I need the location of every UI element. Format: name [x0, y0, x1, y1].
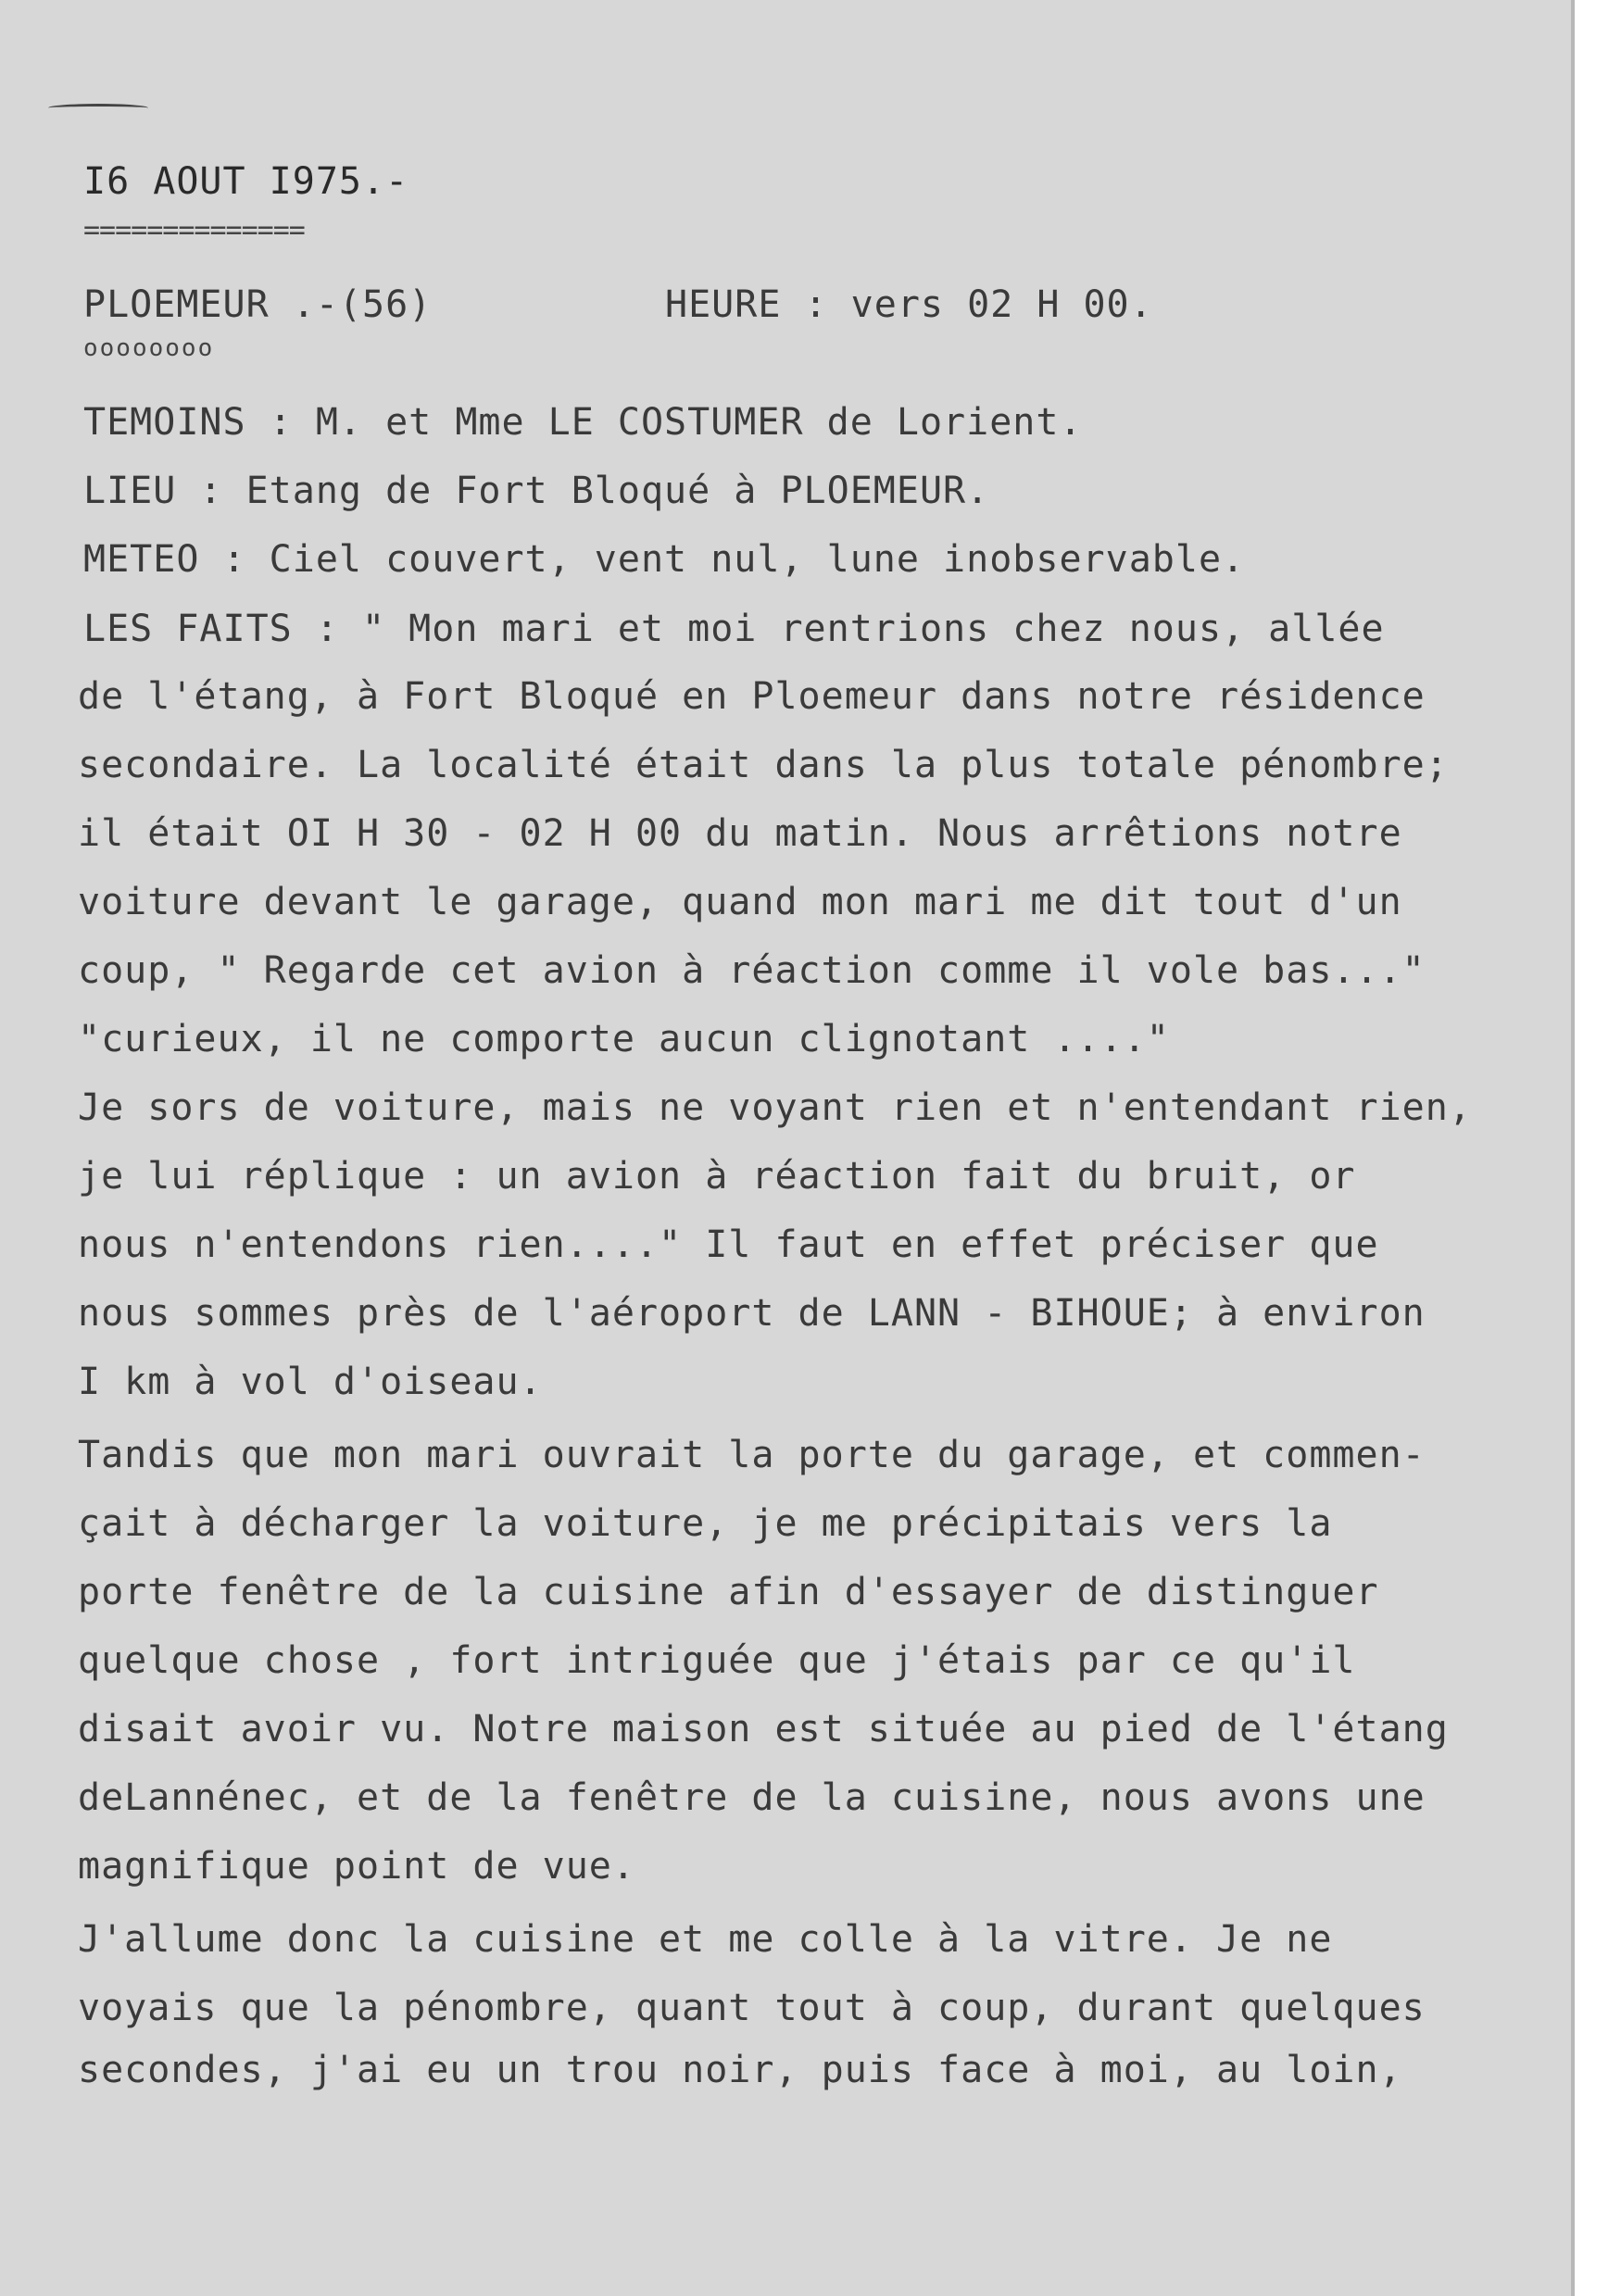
weather-line: METEO : Ciel couvert, vent nul, lune inobservable.	[83, 538, 1246, 581]
body-line: Je sors de voiture, mais ne voyant rien et n'entendant rien,	[78, 1086, 1472, 1129]
report-place: PLOEMEUR .-(56)	[83, 283, 433, 326]
body-line: I km à vol d'oiseau.	[78, 1361, 543, 1403]
body-line: je lui réplique : un avion à réaction fait du bruit, or	[78, 1155, 1356, 1198]
report-date: I6 AOUT I975.-	[83, 160, 409, 203]
body-line: de l'étang, à Fort Bloqué en Ploemeur dans notre résidence	[78, 675, 1426, 718]
place-underline: oooooooo	[83, 334, 215, 362]
witnesses-line: TEMOINS : M. et Mme LE COSTUMER de Lorient.	[83, 401, 1083, 444]
body-line: voyais que la pénombre, quant tout à coup, durant quelques	[78, 1987, 1426, 2029]
body-line: il était OI H 30 - 02 H 00 du matin. Nous arrêtions notre	[78, 812, 1402, 855]
body-line: deLannénec, et de la fenêtre de la cuisine, nous avons une	[78, 1776, 1426, 1819]
body-line: coup, " Regarde cet avion à réaction comme il vole bas..."	[78, 949, 1426, 992]
body-line: quelque chose , fort intriguée que j'étais par ce qu'il	[78, 1639, 1356, 1682]
scan-margin	[1575, 0, 1621, 2296]
body-line: magnifique point de vue.	[78, 1845, 635, 1888]
date-underline: ==============	[83, 214, 305, 246]
body-line: secondaire. La localité était dans la plus totale pénombre;	[78, 744, 1449, 786]
body-line: disait avoir vu. Notre maison est située au pied de l'étang	[78, 1708, 1449, 1750]
body-line: secondes, j'ai eu un trou noir, puis face à moi, au loin,	[78, 2049, 1402, 2091]
body-line: porte fenêtre de la cuisine afin d'essayer de distinguer	[78, 1571, 1379, 1613]
body-line: "curieux, il ne comporte aucun clignotant ...."	[78, 1018, 1170, 1060]
facts-heading-line: LES FAITS : " Mon mari et moi rentrions chez nous, allée	[83, 608, 1385, 650]
body-line: nous n'entendons rien...." Il faut en effet préciser que	[78, 1223, 1379, 1266]
body-line: nous sommes près de l'aéroport de LANN - BIHOUE; à environ	[78, 1292, 1426, 1335]
body-line: Tandis que mon mari ouvrait la porte du garage, et commen-	[78, 1434, 1426, 1476]
body-line: çait à décharger la voiture, je me précipitais vers la	[78, 1502, 1333, 1545]
location-line: LIEU : Etang de Fort Bloqué à PLOEMEUR.	[83, 470, 990, 512]
body-line: voiture devant le garage, quand mon mari me dit tout d'un	[78, 881, 1402, 923]
body-line: J'allume donc la cuisine et me colle à la vitre. Je ne	[78, 1918, 1333, 1961]
report-hour: HEURE : vers 02 H 00.	[665, 283, 1153, 326]
